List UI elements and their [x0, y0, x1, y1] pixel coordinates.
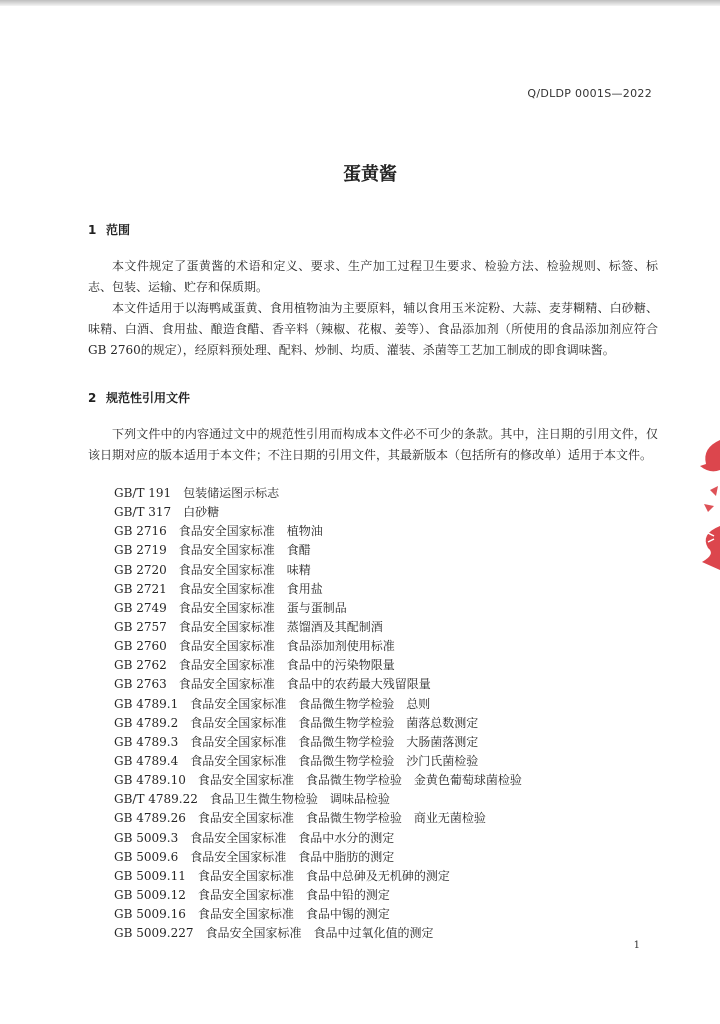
reference-item — [114, 695, 522, 714]
reference-subtitle: 食品微生物学检验 商业无菌检验 — [305, 811, 486, 826]
reference-code: GB 5009.6 — [114, 849, 179, 864]
document-number: Q/DLDP 0001S—2022 — [527, 87, 652, 100]
reference-title: 食品安全国家标准 — [178, 639, 275, 654]
reference-subtitle: 植物油 — [286, 524, 323, 539]
reference-title: 食品安全国家标准 — [178, 619, 275, 634]
reference-item — [114, 771, 522, 790]
reference-subtitle: 食品中的污染物限量 — [286, 658, 395, 673]
reference-title: 食品安全国家标准 — [190, 715, 287, 730]
reference-title: 食品安全国家标准 — [190, 753, 287, 768]
reference-code: GB 4789.2 — [114, 715, 179, 730]
reference-item — [114, 561, 522, 580]
reference-code: GB 4789.1 — [114, 696, 179, 711]
reference-code: GB 2763 — [114, 677, 167, 692]
reference-code: GB 2719 — [114, 543, 167, 558]
reference-title: 食品安全国家标准 — [205, 926, 302, 941]
reference-subtitle: 食品微生物学检验 菌落总数测定 — [298, 715, 479, 730]
reference-code: GB/T 4789.22 — [114, 792, 198, 807]
reference-subtitle: 蛋与蛋制品 — [286, 600, 347, 615]
reference-item — [114, 714, 522, 733]
reference-item — [114, 522, 522, 541]
reference-title: 食品安全国家标准 — [190, 849, 287, 864]
reference-title: 食品安全国家标准 — [197, 811, 294, 826]
reference-title: 食品安全国家标准 — [178, 600, 275, 615]
reference-code: GB/T 317 — [114, 505, 172, 520]
reference-code: GB 5009.16 — [114, 907, 186, 922]
reference-code: GB 2760 — [114, 639, 167, 654]
reference-item — [114, 905, 522, 924]
reference-title: 食品安全国家标准 — [178, 677, 275, 692]
reference-item — [114, 580, 522, 599]
reference-code: GB 2757 — [114, 619, 167, 634]
reference-subtitle: 食品中过氧化值的测定 — [313, 926, 434, 941]
reference-title: 食品安全国家标准 — [197, 868, 294, 883]
reference-title: 食品安全国家标准 — [197, 773, 294, 788]
reference-title: 食品安全国家标准 — [197, 907, 294, 922]
reference-code: GB 5009.12 — [114, 887, 186, 902]
reference-subtitle: 食品中水分的测定 — [298, 830, 395, 845]
reference-item — [114, 924, 522, 943]
reference-item — [114, 599, 522, 618]
section-2-number: 2 — [88, 391, 97, 405]
reference-title: 食品安全国家标准 — [178, 524, 275, 539]
reference-code: GB 5009.3 — [114, 830, 179, 845]
reference-item — [114, 637, 522, 656]
reference-title: 食品安全国家标准 — [178, 581, 275, 596]
reference-title: 食品安全国家标准 — [190, 696, 287, 711]
section-1-number: 1 — [88, 223, 97, 237]
reference-subtitle: 食品中铅的测定 — [305, 887, 390, 902]
reference-subtitle: 食品添加剂使用标准 — [286, 639, 395, 654]
reference-code: GB 2749 — [114, 600, 167, 615]
reference-title: 食品卫生微生物检验 — [209, 792, 318, 807]
reference-item — [114, 752, 522, 771]
scope-paragraph-1: 本文件规定了蛋黄酱的术语和定义、要求、生产加工过程卫生要求、检验方法、检验规则、标签、标志、包装、运输、贮存和保质期。 — [88, 259, 658, 294]
reference-subtitle: 味精 — [286, 562, 311, 577]
reference-title: 食品安全国家标准 — [178, 543, 275, 558]
references-intro: 下列文件中的内容通过文中的规范性引用而构成本文件必不可少的条款。其中，注日期的引用文件，仅该日期对应的版本适用于本文件；不注日期的引用文件，其最新版本（包括所有的修改单）适用于本文件。 — [88, 427, 658, 462]
reference-code: GB 5009.227 — [114, 926, 194, 941]
reference-code: GB 4789.10 — [114, 773, 186, 788]
reference-subtitle: 食品中锡的测定 — [305, 907, 390, 922]
reference-subtitle: 食品中总砷及无机砷的测定 — [305, 868, 450, 883]
section-2-heading — [88, 389, 190, 406]
reference-title: 食品安全国家标准 — [190, 734, 287, 749]
reference-code: GB 2716 — [114, 524, 167, 539]
scope-paragraph-2: 本文件适用于以海鸭咸蛋黄、食用植物油为主要原料，辅以食用玉米淀粉、大蒜、麦芽糊精、白砂糖、味精、白酒、食用盐、酿造食醋、香辛料（辣椒、花椒、姜等）、食品添加剂（所使用的食品添加剂应符合GB 2760的规定），经原料预处理、配料、炒制、均质、灌装、杀菌等工艺加工制成的即食调味酱。 — [88, 301, 658, 357]
section-1-heading — [88, 221, 130, 238]
page-number: 1 — [633, 940, 640, 951]
reference-item — [114, 886, 522, 905]
reference-list — [114, 484, 522, 943]
scan-top-edge — [0, 0, 720, 6]
reference-subtitle: 食用盐 — [286, 581, 323, 596]
reference-title: 食品安全国家标准 — [190, 830, 287, 845]
reference-subtitle: 食品中的农药最大残留限量 — [286, 677, 431, 692]
section-2-title: 规范性引用文件 — [106, 391, 191, 405]
reference-title: 白砂糖 — [183, 505, 220, 520]
reference-subtitle: 食品微生物学检验 大肠菌落测定 — [298, 734, 479, 749]
reference-code: GB 4789.4 — [114, 753, 179, 768]
reference-subtitle: 食品中脂肪的测定 — [298, 849, 395, 864]
reference-item — [114, 829, 522, 848]
reference-item — [114, 656, 522, 675]
reference-code: GB 2720 — [114, 562, 167, 577]
reference-subtitle: 调味品检验 — [329, 792, 390, 807]
seal-stamp-fragment — [696, 430, 720, 580]
reference-title: 食品安全国家标准 — [178, 562, 275, 577]
reference-code: GB/T 191 — [114, 486, 172, 500]
reference-item — [114, 503, 522, 522]
reference-subtitle: 食醋 — [286, 543, 311, 558]
reference-subtitle: 食品微生物学检验 沙门氏菌检验 — [298, 753, 479, 768]
reference-code: GB 2762 — [114, 658, 167, 673]
reference-subtitle: 食品微生物学检验 总则 — [298, 696, 431, 711]
reference-item — [114, 733, 522, 752]
reference-code: GB 5009.11 — [114, 868, 186, 883]
reference-item — [114, 867, 522, 886]
reference-item — [114, 484, 522, 503]
reference-title: 食品安全国家标准 — [178, 658, 275, 673]
reference-item — [114, 790, 522, 809]
reference-item — [114, 848, 522, 867]
reference-title: 包装储运图示标志 — [183, 486, 280, 500]
reference-code: GB 4789.26 — [114, 811, 186, 826]
reference-code: GB 2721 — [114, 581, 167, 596]
reference-code: GB 4789.3 — [114, 734, 179, 749]
reference-item — [114, 618, 522, 637]
reference-subtitle: 蒸馏酒及其配制酒 — [286, 619, 383, 634]
document-title: 蛋黄酱 — [343, 164, 397, 185]
section-1-title: 范围 — [106, 223, 131, 237]
reference-item — [114, 675, 522, 694]
reference-item — [114, 541, 522, 560]
reference-title: 食品安全国家标准 — [197, 887, 294, 902]
reference-subtitle: 食品微生物学检验 金黄色葡萄球菌检验 — [305, 773, 522, 788]
reference-item — [114, 809, 522, 828]
